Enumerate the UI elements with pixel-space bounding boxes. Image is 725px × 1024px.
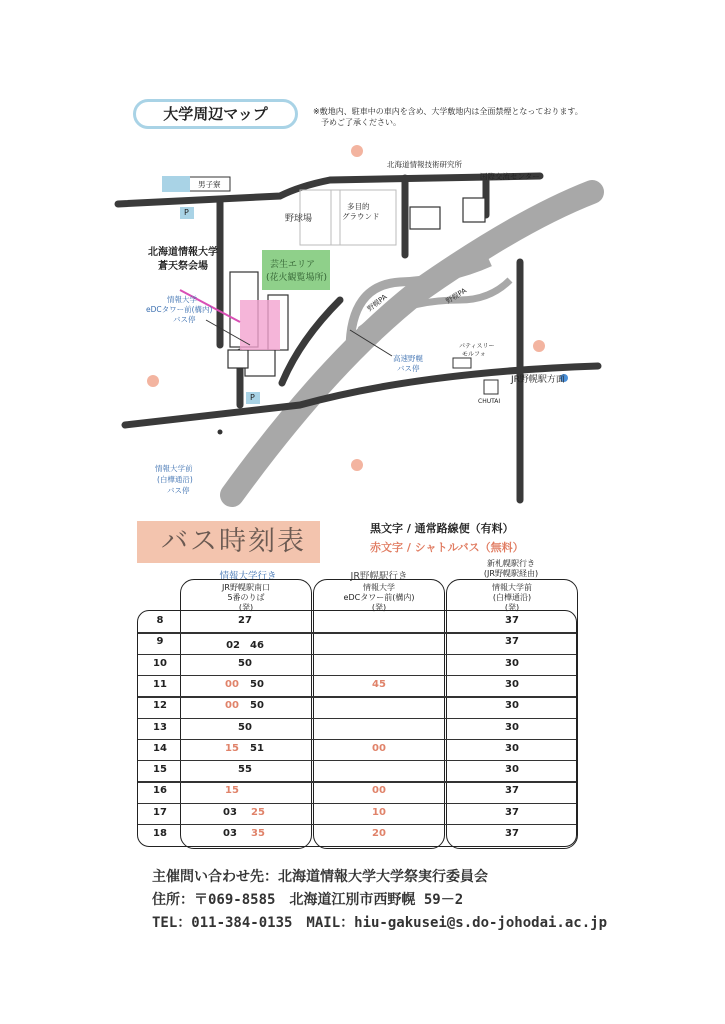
to-university-shuttle: 35	[251, 828, 265, 839]
institute-building	[410, 207, 440, 229]
map-title: 大学周辺マップ	[133, 99, 298, 129]
row-divider	[138, 824, 576, 825]
to-jr-shuttle: 20	[372, 828, 386, 839]
col-head-2-line-2: eDCタワー前(構内)	[343, 593, 415, 602]
to-jr-shuttle: 10	[372, 806, 386, 818]
dorm-label: 男子寮	[198, 180, 221, 189]
edc-stop-label-1: 情報大学	[167, 295, 197, 304]
col-head-2-line-1: 情報大学	[363, 583, 395, 592]
edc-stop-label-3: バス停	[173, 315, 196, 324]
notice-line-2: 予めご了承ください。	[321, 118, 401, 127]
to-shinsapporo-regular: 30	[505, 764, 519, 776]
to-university-shuttle: 15	[225, 785, 239, 797]
col-head-1-line-2: 5番のりば	[227, 593, 265, 602]
hour-cell: 8	[156, 615, 164, 626]
to-shinsapporo-regular: 30	[505, 657, 519, 669]
row-divider	[138, 718, 576, 719]
hour-cell: 11	[153, 678, 167, 690]
baseball-label: 野球場	[285, 214, 313, 224]
green-label-2: (花火観覧場所)	[266, 273, 328, 283]
chutai-label: CHUTAI	[478, 398, 501, 405]
shirakaba-stop-label-1: 情報大学前	[155, 464, 193, 473]
highway-stop-label-2: バス停	[397, 364, 420, 373]
to-university-regular: 27	[238, 615, 252, 626]
to-shinsapporo-regular: 37	[505, 828, 519, 839]
column-head-edc-tower	[315, 583, 443, 613]
to-university-regular: 02 46	[226, 640, 264, 652]
to-shinsapporo-regular: 30	[505, 678, 519, 690]
row-divider	[138, 739, 576, 740]
group-title-to-jr: JR野幌駅行き	[350, 571, 408, 582]
to-shinsapporo-regular: 30	[505, 721, 519, 733]
to-university-regular: 50	[250, 700, 264, 712]
to-shinsapporo-regular: 37	[505, 615, 519, 626]
col-head-1-line-1: JR野幌駅南口	[222, 583, 270, 592]
intl-center-building	[463, 198, 485, 222]
to-university-regular: 55	[238, 764, 252, 776]
to-jr-shuttle: 00	[372, 785, 386, 797]
legend-shuttle: 赤文字 / シャトルバス（無料）	[370, 541, 524, 554]
row-divider	[138, 781, 576, 782]
shirakaba-stop-label-2: (白樺通沿)	[157, 475, 193, 484]
legend-regular: 黒文字 / 通常路線便（有料）	[370, 522, 514, 535]
to-shinsapporo-regular: 37	[505, 785, 519, 797]
to-university-regular: 03	[223, 806, 237, 818]
multi-ground-label-1: 多目的	[347, 202, 370, 211]
institute-label: 北海道情報技術研究所	[387, 160, 462, 169]
pa-label-2: 野幌PA	[444, 286, 468, 306]
footer-tel-mail: TEL：011-384-0135 MAIL：hiu-gakusei@s.do-johodai.ac.jp	[152, 915, 608, 931]
highway-stop-label-1: 高速野幌	[393, 354, 423, 363]
row-divider	[138, 654, 576, 655]
row-divider	[138, 675, 576, 676]
to-shinsapporo-regular: 30	[505, 742, 519, 754]
group-title-to-university: 情報大学行き	[219, 571, 277, 582]
hour-cell: 18	[153, 828, 167, 839]
footer-contact: 主催問い合わせ先：北海道情報大学大学祭実行委員会	[152, 869, 488, 885]
patisserie-label-1: パティスリー	[459, 343, 495, 350]
col-head-3-line-3: (発)	[504, 603, 520, 612]
patisserie-building	[453, 358, 471, 368]
row-divider	[138, 696, 576, 697]
col-head-1-line-3: (発)	[238, 603, 254, 612]
footer-address: 住所：〒069-8585 北海道江別市西野幌 59－2	[152, 892, 464, 908]
row-divider	[138, 760, 576, 761]
pa-label-1: 野幌PA	[365, 292, 389, 314]
timetable-title: バス時刻表	[137, 521, 320, 563]
hour-cell: 17	[153, 806, 167, 818]
to-shinsapporo-regular: 30	[505, 700, 519, 712]
notice-line-1: ※敷地内、駐車中の車内を含め、大学敷地内は全面禁煙となっております。	[313, 107, 583, 116]
venue-label-2: 蒼天祭会場	[158, 261, 208, 272]
to-university-shuttle: 25	[251, 806, 265, 818]
to-university-regular: 50	[250, 678, 264, 690]
hour-cell: 13	[153, 721, 167, 733]
group-title-to-shinsapporo-sub: (JR野幌駅経由)	[483, 569, 539, 578]
column-head-jr-south	[182, 583, 310, 613]
parking-label: P	[184, 208, 189, 217]
to-university-regular: 50	[238, 657, 252, 669]
intl-center-label: 国際交流センター	[480, 172, 540, 181]
to-jr-shuttle: 45	[372, 678, 386, 690]
edc-stop-label-2: eDCタワー前(構内)	[146, 305, 213, 314]
hour-cell: 15	[153, 764, 167, 776]
to-university-shuttle: 00	[225, 700, 239, 712]
row-divider	[138, 803, 576, 804]
group-title-to-shinsapporo: 新札幌駅行き	[487, 559, 535, 568]
multi-ground-label-2: グラウンド	[342, 212, 380, 221]
col-head-3-line-1: 情報大学前	[492, 583, 532, 592]
to-university-regular: 51	[250, 742, 264, 754]
to-jr-shuttle: 00	[372, 742, 386, 754]
column-head-shirakaba	[448, 583, 576, 613]
dorm-accent	[162, 176, 190, 192]
to-shinsapporo-regular: 37	[505, 636, 519, 648]
to-university-shuttle: 15	[225, 742, 239, 754]
to-university-regular: 03	[223, 828, 237, 839]
hour-cell: 10	[153, 657, 167, 669]
to-shinsapporo-regular: 37	[505, 806, 519, 818]
green-label-1: 芸生エリア	[270, 260, 316, 270]
parking-label-2: P	[250, 393, 255, 402]
shirakaba-stop-label-3: バス停	[167, 486, 190, 495]
hour-cell: 12	[153, 700, 167, 712]
hour-cell: 14	[153, 742, 167, 754]
hour-cell: 16	[153, 785, 167, 797]
shirakaba-stop-dot	[218, 430, 223, 435]
col-head-3-line-2: (白樺通沿)	[492, 593, 532, 602]
patisserie-label-2: モルフォ	[462, 351, 486, 358]
row-divider	[138, 632, 576, 633]
venue-label-1: 北海道情報大学	[148, 247, 218, 258]
col-head-2-line-3: (発)	[371, 603, 387, 612]
to-university-regular: 50	[238, 721, 252, 733]
jr-direction-label: JR野幌駅方面	[511, 375, 565, 385]
to-university-shuttle: 00	[225, 678, 239, 690]
chutai-building	[484, 380, 498, 394]
hour-cell: 9	[156, 636, 164, 648]
